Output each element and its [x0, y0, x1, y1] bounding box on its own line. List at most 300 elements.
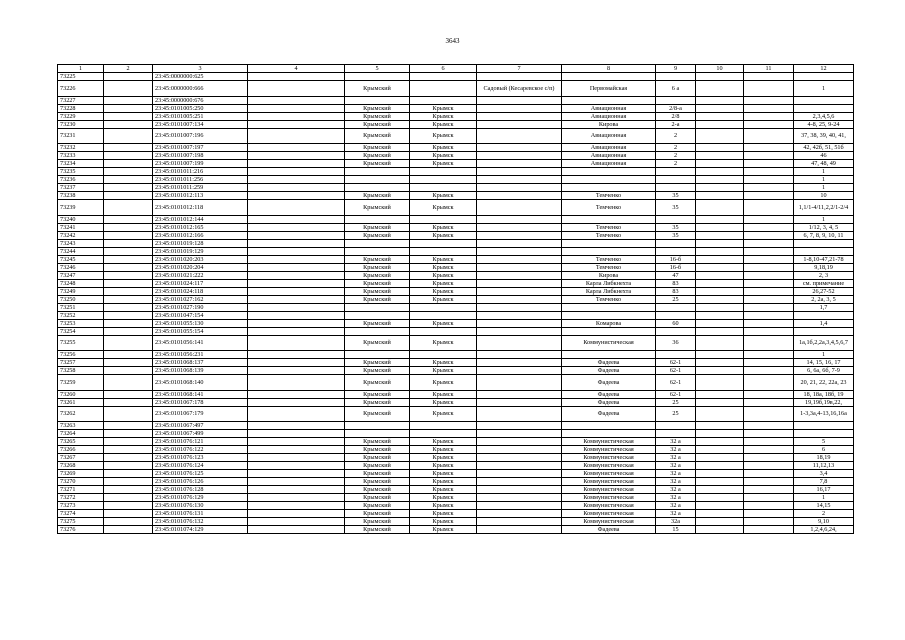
house-cell: 47 — [656, 271, 696, 279]
settlement-cell — [410, 215, 477, 223]
street-cell: Темченко — [562, 295, 656, 303]
cadastral-number-cell: 23:45:0101019:129 — [153, 247, 248, 255]
col2-cell — [104, 526, 153, 534]
col11-cell — [744, 287, 794, 295]
table-row — [58, 295, 854, 303]
cadastral-number-cell: 23:45:0101011:259 — [153, 184, 248, 192]
table-row — [58, 263, 854, 271]
col11-cell — [744, 454, 794, 462]
table-row — [58, 112, 854, 120]
apartments-cell: 3,4 — [794, 470, 854, 478]
table-row — [58, 359, 854, 367]
street-cell: Фадеева — [562, 398, 656, 406]
table-row — [58, 184, 854, 192]
apartments-cell: 20, 21, 22, 22а, 23 — [794, 375, 854, 391]
row-number-cell: 73265 — [58, 438, 104, 446]
row-number-cell: 73236 — [58, 176, 104, 184]
cadastral-number-cell: 23:45:0101012:144 — [153, 215, 248, 223]
locality-cell — [477, 160, 562, 168]
settlement-cell — [410, 168, 477, 176]
house-cell: 35 — [656, 200, 696, 216]
locality-cell — [477, 239, 562, 247]
apartments-cell — [794, 311, 854, 319]
col10-cell — [696, 470, 744, 478]
col4-cell — [248, 104, 345, 112]
column-header: 2 — [104, 65, 153, 73]
col2-cell — [104, 502, 153, 510]
table-row — [58, 231, 854, 239]
col2-cell — [104, 176, 153, 184]
col10-cell — [696, 454, 744, 462]
row-number-cell: 73241 — [58, 223, 104, 231]
settlement-cell — [410, 81, 477, 97]
apartments-cell: 42, 42б, 51, 51б — [794, 144, 854, 152]
column-header: 4 — [248, 65, 345, 73]
cadastral-number-cell: 23:45:0101047:154 — [153, 311, 248, 319]
district-cell: Крымский — [345, 375, 410, 391]
settlement-cell: Крымск — [410, 263, 477, 271]
col4-cell — [248, 120, 345, 128]
district-cell: Крымский — [345, 287, 410, 295]
street-cell: Коммунистическая — [562, 454, 656, 462]
street-cell — [562, 215, 656, 223]
col11-cell — [744, 247, 794, 255]
district-cell: Крымский — [345, 478, 410, 486]
cadastral-number-cell: 23:45:0101021:222 — [153, 271, 248, 279]
settlement-cell — [410, 430, 477, 438]
street-cell — [562, 430, 656, 438]
apartments-cell: 2 — [794, 510, 854, 518]
row-number-cell: 73227 — [58, 96, 104, 104]
col11-cell — [744, 104, 794, 112]
settlement-cell — [410, 239, 477, 247]
col4-cell — [248, 184, 345, 192]
col4-cell — [248, 223, 345, 231]
apartments-cell — [794, 430, 854, 438]
row-number-cell: 73238 — [58, 192, 104, 200]
cadastral-number-cell: 23:45:0101027:190 — [153, 303, 248, 311]
table-row — [58, 526, 854, 534]
settlement-cell: Крымск — [410, 494, 477, 502]
apartments-cell: 26,27-52 — [794, 287, 854, 295]
locality-cell — [477, 422, 562, 430]
table-row — [58, 494, 854, 502]
house-cell: 25 — [656, 406, 696, 422]
col11-cell — [744, 518, 794, 526]
cadastral-number-cell: 23:45:0101076:124 — [153, 462, 248, 470]
cadastral-number-cell: 23:45:0000000:676 — [153, 96, 248, 104]
apartments-cell: 18, 18а, 18б, 19 — [794, 390, 854, 398]
row-number-cell: 73251 — [58, 303, 104, 311]
apartments-cell: 2,3,4,5,6 — [794, 112, 854, 120]
col2-cell — [104, 335, 153, 351]
row-number-cell: 73225 — [58, 73, 104, 81]
column-header: 1 — [58, 65, 104, 73]
cadastral-number-cell: 23:45:0101019:128 — [153, 239, 248, 247]
row-number-cell: 73252 — [58, 311, 104, 319]
street-cell — [562, 351, 656, 359]
table-row — [58, 215, 854, 223]
col2-cell — [104, 247, 153, 255]
col2-cell — [104, 359, 153, 367]
col2-cell — [104, 73, 153, 81]
house-cell: 25 — [656, 295, 696, 303]
row-number-cell: 73246 — [58, 263, 104, 271]
col11-cell — [744, 486, 794, 494]
col10-cell — [696, 192, 744, 200]
apartments-cell: 16,17 — [794, 486, 854, 494]
col10-cell — [696, 73, 744, 81]
street-cell — [562, 73, 656, 81]
street-cell: Комарова — [562, 319, 656, 327]
table-row — [58, 398, 854, 406]
district-cell: Крымский — [345, 526, 410, 534]
row-number-cell: 73250 — [58, 295, 104, 303]
locality-cell — [477, 327, 562, 335]
row-number-cell: 73268 — [58, 462, 104, 470]
table-row — [58, 335, 854, 351]
house-cell: 32 а — [656, 446, 696, 454]
street-cell: Темченко — [562, 223, 656, 231]
col4-cell — [248, 200, 345, 216]
col10-cell — [696, 112, 744, 120]
street-cell — [562, 303, 656, 311]
col11-cell — [744, 192, 794, 200]
apartments-cell: 10 — [794, 192, 854, 200]
col4-cell — [248, 398, 345, 406]
settlement-cell — [410, 176, 477, 184]
street-cell: Коммунистическая — [562, 470, 656, 478]
settlement-cell — [410, 96, 477, 104]
settlement-cell: Крымск — [410, 295, 477, 303]
col2-cell — [104, 120, 153, 128]
cadastral-number-cell: 23:45:0101012:118 — [153, 200, 248, 216]
cadastral-number-cell: 23:45:0101012:166 — [153, 231, 248, 239]
settlement-cell: Крымск — [410, 486, 477, 494]
col11-cell — [744, 494, 794, 502]
col2-cell — [104, 152, 153, 160]
col11-cell — [744, 128, 794, 144]
apartments-cell — [794, 239, 854, 247]
district-cell: Крымский — [345, 367, 410, 375]
col4-cell — [248, 247, 345, 255]
apartments-cell: 9,18,19 — [794, 263, 854, 271]
apartments-cell: 6, 7, 8, 9, 10, 11 — [794, 231, 854, 239]
row-number-cell: 73234 — [58, 160, 104, 168]
row-number-cell: 73253 — [58, 319, 104, 327]
apartments-cell: 6 — [794, 446, 854, 454]
col11-cell — [744, 120, 794, 128]
col2-cell — [104, 104, 153, 112]
locality-cell — [477, 335, 562, 351]
cadastral-number-cell: 23:45:0000000:666 — [153, 81, 248, 97]
district-cell: Крымский — [345, 406, 410, 422]
district-cell: Крымский — [345, 462, 410, 470]
street-cell: Коммунистическая — [562, 335, 656, 351]
house-cell: 2/8-а — [656, 104, 696, 112]
col2-cell — [104, 200, 153, 216]
apartments-cell: 47, 48, 49 — [794, 160, 854, 168]
table-row — [58, 367, 854, 375]
apartments-cell — [794, 73, 854, 81]
col2-cell — [104, 430, 153, 438]
district-cell — [345, 176, 410, 184]
apartments-cell: 2, 3 — [794, 271, 854, 279]
row-number-cell: 73267 — [58, 454, 104, 462]
table-row — [58, 152, 854, 160]
house-cell — [656, 73, 696, 81]
house-cell: 32 а — [656, 510, 696, 518]
table-row — [58, 390, 854, 398]
row-number-cell: 73264 — [58, 430, 104, 438]
settlement-cell: Крымск — [410, 375, 477, 391]
street-cell: Фадеева — [562, 375, 656, 391]
locality-cell — [477, 454, 562, 462]
row-number-cell: 73258 — [58, 367, 104, 375]
house-cell: 16-б — [656, 255, 696, 263]
street-cell — [562, 239, 656, 247]
street-cell: Авиационная — [562, 112, 656, 120]
district-cell — [345, 303, 410, 311]
col2-cell — [104, 478, 153, 486]
settlement-cell: Крымск — [410, 152, 477, 160]
col4-cell — [248, 81, 345, 97]
settlement-cell: Крымск — [410, 231, 477, 239]
street-cell: Темченко — [562, 200, 656, 216]
house-cell: 32 а — [656, 438, 696, 446]
col2-cell — [104, 486, 153, 494]
street-cell: Коммунистическая — [562, 494, 656, 502]
row-number-cell: 73230 — [58, 120, 104, 128]
col2-cell — [104, 367, 153, 375]
locality-cell — [477, 311, 562, 319]
col10-cell — [696, 406, 744, 422]
house-cell: 32 а — [656, 502, 696, 510]
locality-cell — [477, 438, 562, 446]
column-header: 8 — [562, 65, 656, 73]
col10-cell — [696, 96, 744, 104]
locality-cell: Садовый (Кесаревское с/п) — [477, 81, 562, 97]
col11-cell — [744, 502, 794, 510]
row-number-cell: 73249 — [58, 287, 104, 295]
street-cell: Фадеева — [562, 359, 656, 367]
col11-cell — [744, 367, 794, 375]
col10-cell — [696, 104, 744, 112]
locality-cell — [477, 192, 562, 200]
table-row — [58, 176, 854, 184]
house-cell: 60 — [656, 319, 696, 327]
col11-cell — [744, 359, 794, 367]
district-cell — [345, 73, 410, 81]
locality-cell — [477, 96, 562, 104]
settlement-cell: Крымск — [410, 335, 477, 351]
col11-cell — [744, 152, 794, 160]
col2-cell — [104, 215, 153, 223]
apartments-cell: 14, 15, 16, 17 — [794, 359, 854, 367]
row-number-cell: 73242 — [58, 231, 104, 239]
col4-cell — [248, 255, 345, 263]
street-cell: Карла Либкнехта — [562, 279, 656, 287]
col4-cell — [248, 152, 345, 160]
settlement-cell: Крымск — [410, 398, 477, 406]
settlement-cell: Крымск — [410, 279, 477, 287]
col2-cell — [104, 375, 153, 391]
district-cell — [345, 311, 410, 319]
locality-cell — [477, 247, 562, 255]
locality-cell — [477, 510, 562, 518]
cadastral-number-cell: 23:45:0101076:121 — [153, 438, 248, 446]
settlement-cell: Крымск — [410, 462, 477, 470]
column-header: 11 — [744, 65, 794, 73]
table-row — [58, 200, 854, 216]
cadastral-number-cell: 23:45:0101068:141 — [153, 390, 248, 398]
locality-cell — [477, 430, 562, 438]
street-cell: Коммунистическая — [562, 510, 656, 518]
house-cell: 2 — [656, 128, 696, 144]
table-row — [58, 327, 854, 335]
house-cell — [656, 430, 696, 438]
col10-cell — [696, 446, 744, 454]
district-cell: Крымский — [345, 319, 410, 327]
table-row — [58, 486, 854, 494]
apartments-cell: 7,8 — [794, 478, 854, 486]
column-header: 3 — [153, 65, 248, 73]
street-cell: Авиационная — [562, 104, 656, 112]
cadastral-number-cell: 23:45:0101007:199 — [153, 160, 248, 168]
apartments-cell: 1 — [794, 351, 854, 359]
col10-cell — [696, 184, 744, 192]
street-cell: Авиационная — [562, 144, 656, 152]
col11-cell — [744, 96, 794, 104]
house-cell: 32 а — [656, 494, 696, 502]
col2-cell — [104, 438, 153, 446]
column-header: 5 — [345, 65, 410, 73]
cadastral-number-cell: 23:45:0101067:178 — [153, 398, 248, 406]
col10-cell — [696, 367, 744, 375]
house-cell: 32а — [656, 518, 696, 526]
settlement-cell: Крымск — [410, 255, 477, 263]
col11-cell — [744, 526, 794, 534]
settlement-cell: Крымск — [410, 526, 477, 534]
settlement-cell: Крымск — [410, 192, 477, 200]
apartments-cell: 1,4 — [794, 319, 854, 327]
col11-cell — [744, 215, 794, 223]
col11-cell — [744, 168, 794, 176]
district-cell: Крымский — [345, 120, 410, 128]
apartments-cell: 1-3,3а,4-13,16,16а — [794, 406, 854, 422]
table-row — [58, 81, 854, 97]
settlement-cell: Крымск — [410, 287, 477, 295]
col11-cell — [744, 271, 794, 279]
street-cell: Темченко — [562, 263, 656, 271]
row-number-cell: 73232 — [58, 144, 104, 152]
col2-cell — [104, 192, 153, 200]
settlement-cell: Крымск — [410, 223, 477, 231]
col10-cell — [696, 239, 744, 247]
table-row — [58, 271, 854, 279]
street-cell: Фадеева — [562, 390, 656, 398]
locality-cell — [477, 398, 562, 406]
locality-cell — [477, 351, 562, 359]
settlement-cell: Крымск — [410, 367, 477, 375]
settlement-cell: Крымск — [410, 390, 477, 398]
table-row — [58, 303, 854, 311]
col4-cell — [248, 327, 345, 335]
col2-cell — [104, 160, 153, 168]
col10-cell — [696, 263, 744, 271]
district-cell — [345, 351, 410, 359]
col2-cell — [104, 351, 153, 359]
apartments-cell: 37, 38, 39, 40, 41, — [794, 128, 854, 144]
district-cell: Крымский — [345, 510, 410, 518]
col2-cell — [104, 446, 153, 454]
col11-cell — [744, 335, 794, 351]
col4-cell — [248, 446, 345, 454]
col4-cell — [248, 73, 345, 81]
table-row — [58, 192, 854, 200]
col11-cell — [744, 73, 794, 81]
settlement-cell — [410, 303, 477, 311]
cadastral-number-cell: 23:45:0000000:625 — [153, 73, 248, 81]
table-row — [58, 160, 854, 168]
table-row — [58, 247, 854, 255]
col10-cell — [696, 271, 744, 279]
street-cell — [562, 247, 656, 255]
house-cell: 35 — [656, 223, 696, 231]
col10-cell — [696, 359, 744, 367]
house-cell: 32 а — [656, 486, 696, 494]
apartments-cell: 5 — [794, 438, 854, 446]
col10-cell — [696, 502, 744, 510]
col4-cell — [248, 192, 345, 200]
locality-cell — [477, 359, 562, 367]
locality-cell — [477, 152, 562, 160]
apartments-cell: 1 — [794, 81, 854, 97]
cadastral-number-cell: 23:45:0101055:154 — [153, 327, 248, 335]
row-number-cell: 73262 — [58, 406, 104, 422]
col10-cell — [696, 390, 744, 398]
col4-cell — [248, 470, 345, 478]
cadastral-number-cell: 23:45:0101020:203 — [153, 255, 248, 263]
col11-cell — [744, 200, 794, 216]
locality-cell — [477, 271, 562, 279]
house-cell — [656, 215, 696, 223]
col11-cell — [744, 144, 794, 152]
cadastral-number-cell: 23:45:0101076:126 — [153, 478, 248, 486]
col2-cell — [104, 263, 153, 271]
apartments-cell: см. примечание — [794, 279, 854, 287]
house-cell: 2 — [656, 160, 696, 168]
col4-cell — [248, 319, 345, 327]
district-cell: Крымский — [345, 223, 410, 231]
col2-cell — [104, 518, 153, 526]
house-cell: 25 — [656, 398, 696, 406]
house-cell: 36 — [656, 335, 696, 351]
col2-cell — [104, 223, 153, 231]
col10-cell — [696, 398, 744, 406]
street-cell — [562, 96, 656, 104]
district-cell: Крымский — [345, 160, 410, 168]
col4-cell — [248, 215, 345, 223]
table-row — [58, 502, 854, 510]
street-cell — [562, 422, 656, 430]
row-number-cell: 73237 — [58, 184, 104, 192]
district-cell — [345, 247, 410, 255]
apartments-cell — [794, 422, 854, 430]
cadastral-number-cell: 23:45:0101074:129 — [153, 526, 248, 534]
house-cell — [656, 96, 696, 104]
col10-cell — [696, 335, 744, 351]
